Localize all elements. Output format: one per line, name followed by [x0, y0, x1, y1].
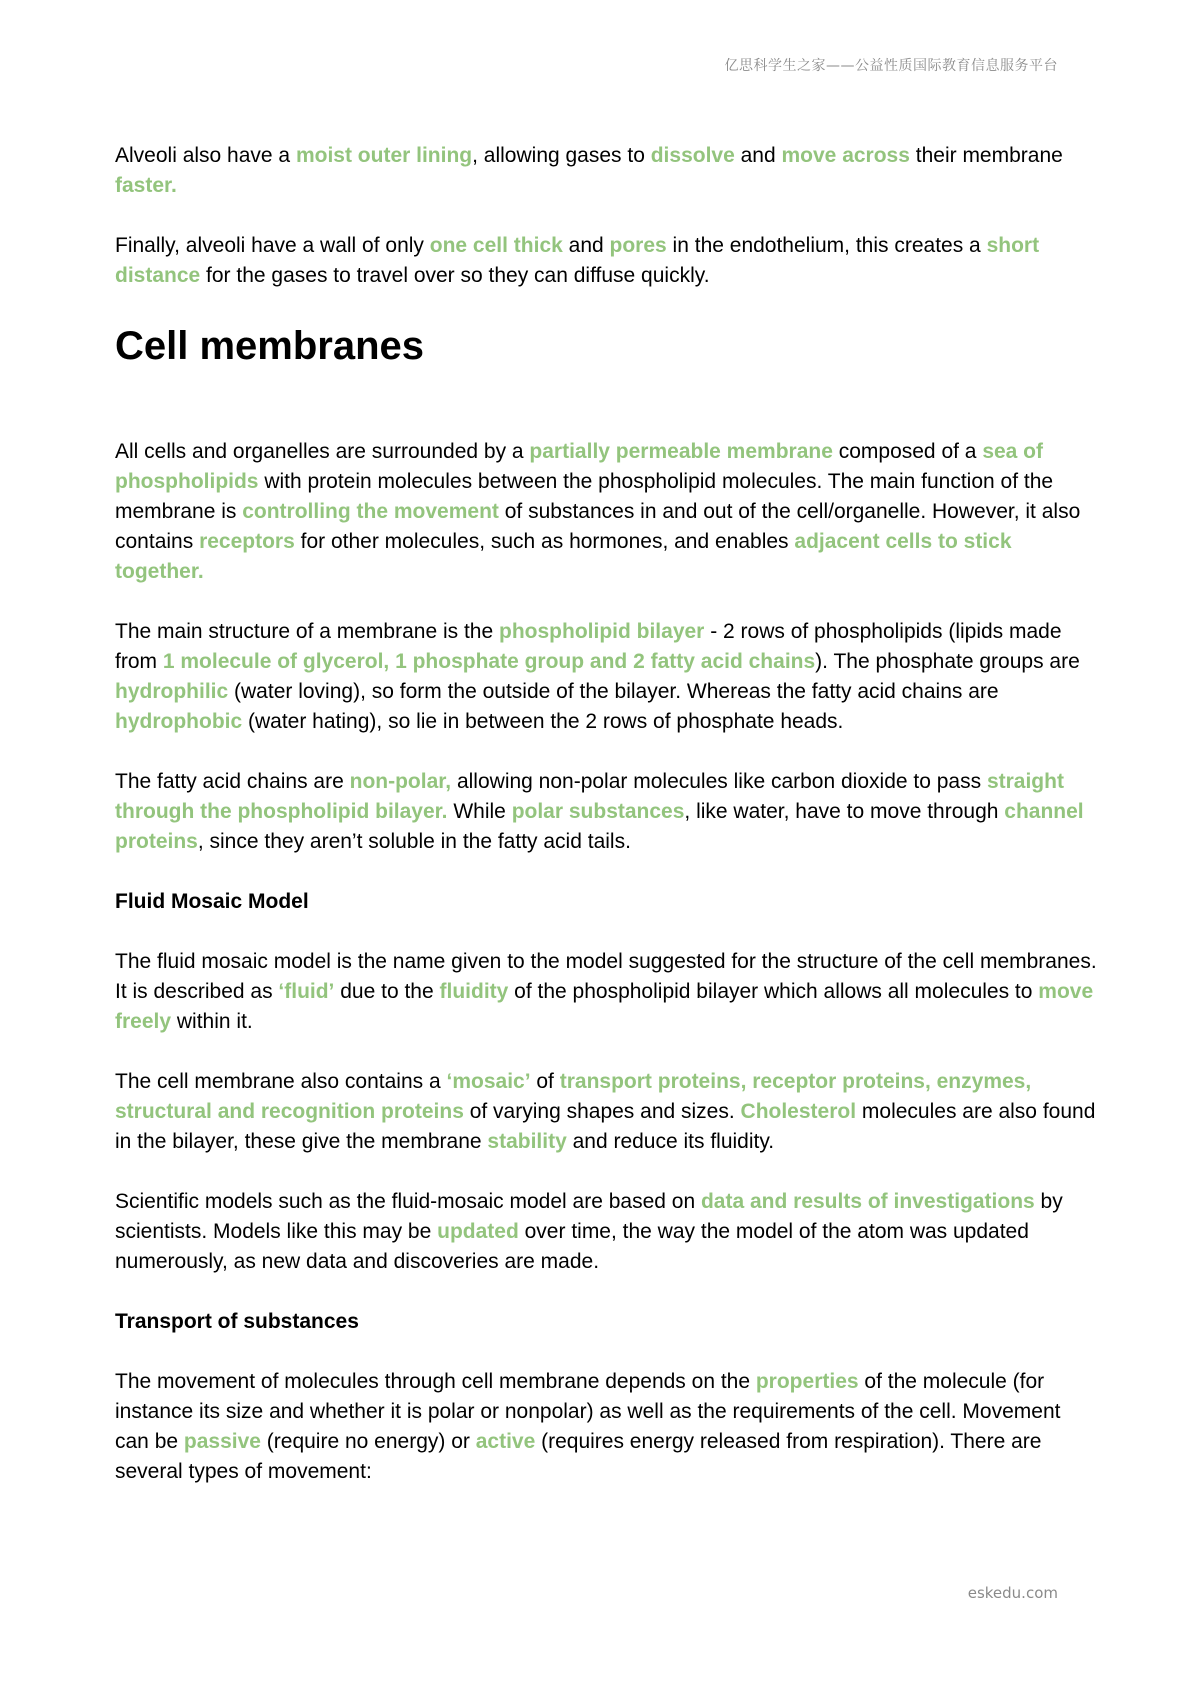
- highlighted-term: non-polar,: [349, 770, 452, 793]
- highlighted-term: data and results of investigations: [700, 1190, 1035, 1213]
- highlighted-term: polar substances: [511, 800, 685, 823]
- highlighted-term: controlling the movement: [242, 500, 499, 523]
- highlighted-term: faster.: [115, 174, 177, 197]
- highlighted-term: dissolve: [650, 144, 735, 167]
- text-run: by scientists. Models like this may be: [115, 1190, 1063, 1243]
- highlighted-term: straight through the phospholipid bilayer.: [115, 770, 1064, 823]
- text-run: of: [530, 1070, 560, 1093]
- text-run: over time, the way the model of the atom was updated numerously, as new data and discoveries are made.: [115, 1220, 1029, 1273]
- text-run: Finally, alveoli have a wall of only: [115, 234, 430, 257]
- highlighted-term: move freely: [115, 980, 1094, 1033]
- text-run: with protein molecules between the phospholipid molecules. The main function of the membrane is: [115, 470, 1054, 523]
- highlighted-term: ‘fluid’: [278, 980, 335, 1003]
- highlighted-term: ‘mosaic’: [446, 1070, 531, 1093]
- text-run: Fluid Mosaic Model: [115, 890, 309, 913]
- paragraph-phospholipid-bilayer: [115, 617, 1100, 737]
- subheading-transport-of-substances: [115, 1307, 1100, 1337]
- text-run: , allowing gases to: [472, 144, 651, 167]
- text-run: (requires energy released from respiration). There are several types of movement:: [115, 1430, 1042, 1483]
- text-run: and: [734, 144, 782, 167]
- highlighted-term: passive: [183, 1430, 261, 1453]
- text-run: , since they aren’t soluble in the fatty acid tails.: [197, 830, 631, 853]
- highlighted-term: channel proteins: [115, 800, 1084, 853]
- text-run: for the gases to travel over so they can diffuse quickly.: [200, 264, 710, 287]
- highlighted-term: receptors: [199, 530, 295, 553]
- highlighted-term: transport proteins, receptor proteins, enzymes, structural and recognition proteins: [115, 1070, 1032, 1123]
- highlighted-term: fluidity: [439, 980, 509, 1003]
- paragraph-mosaic-proteins: [115, 1067, 1100, 1157]
- text-run: due to the: [334, 980, 440, 1003]
- highlighted-term: hydrophobic: [115, 710, 243, 733]
- text-run: for other molecules, such as hormones, and enables: [294, 530, 795, 553]
- section-title-cell-membranes: [115, 321, 1100, 371]
- text-run: , like water, have to move through: [684, 800, 1005, 823]
- page-header: 亿思科学生之家——公益性质国际教育信息服务平台: [724, 58, 1058, 74]
- text-run: Cell membranes: [115, 324, 425, 368]
- text-run: All cells and organelles are surrounded by a: [115, 440, 530, 463]
- highlighted-term: adjacent cells to stick together.: [115, 530, 1012, 583]
- highlighted-term: hydrophilic: [115, 680, 229, 703]
- paragraph-membrane-intro: [115, 437, 1100, 587]
- text-run: ). The phosphate groups are: [815, 650, 1080, 673]
- paragraph-fluid-mosaic-definition: [115, 947, 1100, 1037]
- text-run: of the molecule (for instance its size and whether it is polar or nonpolar) as well as the requirements of the cell. Movement can be: [115, 1370, 1061, 1453]
- text-run: The fluid mosaic model is the name given to the model suggested for the structure of the cell membranes. It is described as: [115, 950, 1097, 1003]
- highlighted-term: moist outer lining: [295, 144, 473, 167]
- text-run: (water loving), so form the outside of the bilayer. Whereas the fatty acid chains are: [228, 680, 999, 703]
- text-run: within it.: [171, 1010, 253, 1033]
- text-run: (water hating), so lie in between the 2 rows of phosphate heads.: [242, 710, 844, 733]
- text-run: - 2 rows of phospholipids (lipids made from: [115, 620, 1062, 673]
- text-run: and: [562, 234, 610, 257]
- text-run: and reduce its fluidity.: [566, 1130, 775, 1153]
- highlighted-term: partially permeable membrane: [529, 440, 833, 463]
- highlighted-term: short distance: [115, 234, 1040, 287]
- highlighted-term: move across: [781, 144, 910, 167]
- highlighted-term: stability: [487, 1130, 567, 1153]
- text-run: The cell membrane also contains a: [115, 1070, 447, 1093]
- highlighted-term: updated: [437, 1220, 519, 1243]
- highlighted-term: active: [475, 1430, 536, 1453]
- text-run: While: [447, 800, 512, 823]
- document-body: [115, 141, 1100, 1517]
- text-run: of varying shapes and sizes.: [463, 1100, 741, 1123]
- text-run: of the phospholipid bilayer which allows all molecules to: [508, 980, 1039, 1003]
- paragraph-alveoli-lining: [115, 141, 1100, 201]
- text-run: allowing non-polar molecules like carbon dioxide to pass: [451, 770, 987, 793]
- text-run: The fatty acid chains are: [115, 770, 350, 793]
- text-run: The main structure of a membrane is the: [115, 620, 499, 643]
- highlighted-term: properties: [755, 1370, 859, 1393]
- paragraph-non-polar: [115, 767, 1100, 857]
- text-run: composed of a: [832, 440, 983, 463]
- highlighted-term: sea of phospholipids: [115, 440, 1044, 493]
- text-run: (require no energy) or: [260, 1430, 476, 1453]
- text-run: The movement of molecules through cell membrane depends on the: [115, 1370, 756, 1393]
- paragraph-alveoli-wall: [115, 231, 1100, 291]
- text-run: Alveoli also have a: [115, 144, 296, 167]
- page-footer: eskedu.com: [967, 1584, 1058, 1602]
- highlighted-term: pores: [609, 234, 667, 257]
- text-run: in the endothelium, this creates a: [666, 234, 987, 257]
- text-run: molecules are also found in the bilayer, these give the membrane: [115, 1100, 1096, 1153]
- highlighted-term: one cell thick: [429, 234, 563, 257]
- text-run: their membrane: [909, 144, 1063, 167]
- text-run: Scientific models such as the fluid-mosaic model are based on: [115, 1190, 701, 1213]
- highlighted-term: 1 molecule of glycerol, 1 phosphate group and 2 fatty acid chains: [162, 650, 816, 673]
- text-run: of substances in and out of the cell/organelle. However, it also contains: [115, 500, 1081, 553]
- paragraph-scientific-models: [115, 1187, 1100, 1277]
- highlighted-term: Cholesterol: [740, 1100, 857, 1123]
- highlighted-term: phospholipid bilayer: [499, 620, 705, 643]
- subheading-fluid-mosaic-model: [115, 887, 1100, 917]
- text-run: Transport of substances: [115, 1310, 359, 1333]
- paragraph-movement-types: [115, 1367, 1100, 1487]
